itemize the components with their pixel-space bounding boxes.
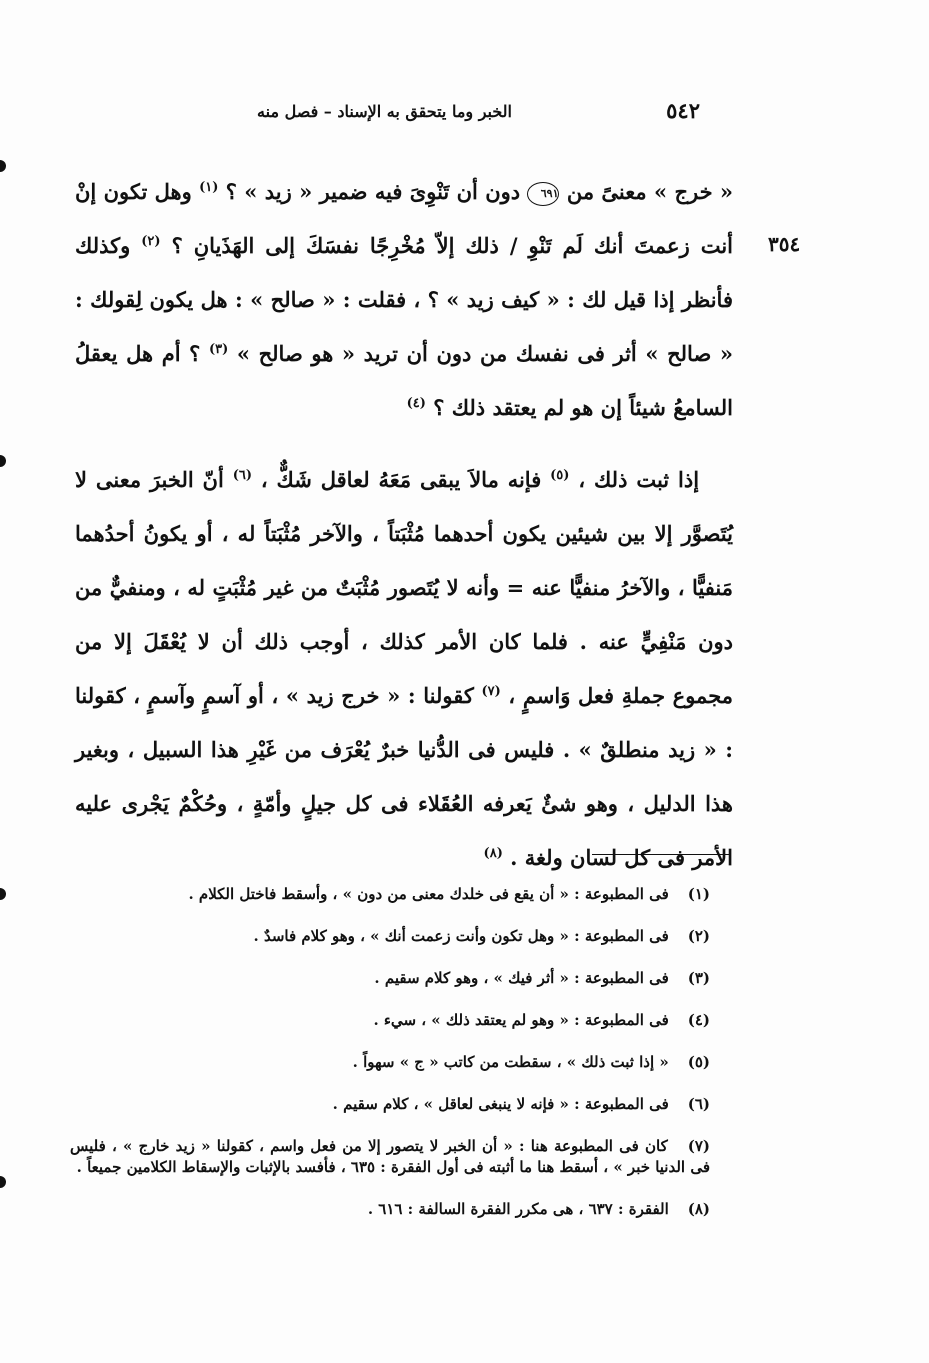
footnote-text: فى المطبوعة : « فإنه لا ينبغى لعاقل » ، كلام سقيم . bbox=[332, 1095, 669, 1113]
footnote-text: فى المطبوعة : « وهل تكون وأنت زعمت أنك » ، وهو كلام فاسدٌ . bbox=[253, 927, 669, 945]
footnote-number: (٣) bbox=[687, 969, 710, 987]
running-title: الخبر وما يتحقق به الإسناد – فصل منه bbox=[257, 102, 512, 121]
footnote bbox=[70, 968, 710, 989]
footnote bbox=[70, 1094, 710, 1115]
footnote-number: (٥) bbox=[687, 1053, 710, 1071]
paragraph-number-circle: ٦٩١ bbox=[527, 182, 559, 206]
footnote-ref[interactable]: (١) bbox=[199, 180, 219, 195]
text-segment: كقولنا : « خرج زيد » ، أو آسمٍ وآسمٍ ، كقولنا : « زيد منطلقٌ » . فليس فى الدُّنيا خبرٌ يُعْرَف من غَيْرِ هذا السبيل ، وبغير هذا الدليل ، وهو شئٌ يَعرفه العُقَلاء فى كل جيلٍ وأمّةٍ ، وحُكْمٌ يَجْرى عليه الأمر فى كل لسان ولغة . bbox=[75, 683, 733, 870]
footnote-number: (٨) bbox=[687, 1200, 710, 1218]
text-segment: وهل تكون إنْ أنت زعمتَ أنك لَم تَنْوِ / ذلك إلاّ مُخْرِجًا نفسَكَ إلى الهَذَيانِ ؟ bbox=[75, 179, 734, 258]
text-segment: أنّ الخبرَ معنى لا يُتَصوَّر إلا بين شيئين يكون أحدهما مُثْبَتاً ، والآخر مُثْبَتاً له ، أو يكونُ أحدُهما مَنفيًّا ، والآخرُ منفيًّا عنه = وأنه لا يُتَصور مُثْبَتٌ من غير مُثْبَتٍ له ، ومنفيٌّ من دون مَنْفِيٍّ عنه . فلما كان الأمر كذلك ، أوجب ذلك أن لا يُعْقَلَ إلا من مجموع جملةِ فعل وَاسمٍ ، bbox=[75, 467, 734, 708]
footnote-text: فى المطبوعة : « أثر فيك » ، وهو كلام سقيم . bbox=[374, 969, 669, 987]
footnote-ref[interactable]: (٤) bbox=[406, 396, 426, 411]
footnote bbox=[70, 1052, 710, 1073]
footnote-ref[interactable]: (٢) bbox=[141, 234, 161, 249]
footnote-ref[interactable]: (٦) bbox=[232, 468, 252, 483]
margin-paragraph-number: ٣٥٤ bbox=[768, 232, 801, 256]
footnote-separator bbox=[592, 854, 730, 855]
footnote-ref[interactable]: (٥) bbox=[550, 468, 570, 483]
main-text bbox=[75, 165, 733, 885]
paragraph-1 bbox=[75, 165, 733, 435]
footnote-number: (١) bbox=[687, 885, 710, 903]
footnote-text: كان فى المطبوعة هنا : « أن الخبر لا يتصور إلا من فعل واسم ، كقولنا « زيد خارج » ، فليس فى الدنيا خبر » ، أسقط هنا ما أثبته فى أول الفقرة : ٦٣٥ ، فأفسد بالإثبات والإسقاط الكلامين جميعاً . bbox=[70, 1137, 710, 1176]
footnote bbox=[70, 1199, 710, 1220]
page-header bbox=[220, 98, 720, 138]
paragraph-2 bbox=[75, 453, 733, 885]
footnote-number: (٦) bbox=[687, 1095, 710, 1113]
footnote-text: فى المطبوعة : « أن يقع فى خلدك معنى من دون » ، وأسقط فاختل الكلام . bbox=[188, 885, 669, 903]
text-segment: ؟ أم هل يعقلُ السامعُ شيئاً إن هو لم يعتقد ذلك ؟ bbox=[75, 341, 733, 420]
text-segment: فإنه مالاَ يبقى مَعَهُ لعاقل شَكٌّ ، bbox=[260, 467, 542, 492]
page-number: ٥٤٢ bbox=[666, 98, 700, 123]
footnote-text: فى المطبوعة : « وهو لم يعتقد ذلك » ، سيء . bbox=[373, 1011, 669, 1029]
footnote-ref[interactable]: (٧) bbox=[481, 684, 501, 699]
text-segment: وكذلك فأنظر إذا قيل لك : « كيف زيد » ؟ ، فقلت : « صالح » : هل يكون لِقولك : « صالح » أثر فى نفسك من دون أن تريد « هو صالح » bbox=[75, 233, 734, 366]
scan-edge-mark bbox=[0, 888, 6, 900]
scan-edge-mark bbox=[0, 160, 6, 172]
text-segment: « خرج » معنىً من bbox=[566, 179, 734, 204]
footnote-text: الفقرة : ٦٣٧ ، هى مكرر الفقرة السالفة : ٦١٦ . bbox=[367, 1200, 669, 1218]
footnote-ref[interactable]: (٣) bbox=[208, 342, 229, 357]
scan-edge-mark bbox=[0, 455, 6, 467]
footnote-text: « إذا ثبت ذلك » ، سقطت من كاتب « ج » سهواً . bbox=[352, 1053, 669, 1071]
footnote-number: (٧) bbox=[687, 1137, 710, 1155]
footnote bbox=[70, 1136, 710, 1178]
footnote-number: (٤) bbox=[687, 1011, 710, 1029]
footnote bbox=[70, 1010, 710, 1031]
footnote bbox=[70, 926, 710, 947]
text-segment: دون أن تَنْوِىَ فيه ضمير « زيد » ؟ bbox=[225, 179, 521, 204]
footnote-number: (٢) bbox=[687, 927, 710, 945]
footnote-ref[interactable]: (٨) bbox=[483, 846, 503, 861]
text-segment: إذا ثبت ذلك ، bbox=[578, 467, 700, 492]
scan-edge-mark bbox=[0, 1176, 6, 1188]
footnotes bbox=[70, 884, 710, 1241]
footnote bbox=[70, 884, 710, 905]
